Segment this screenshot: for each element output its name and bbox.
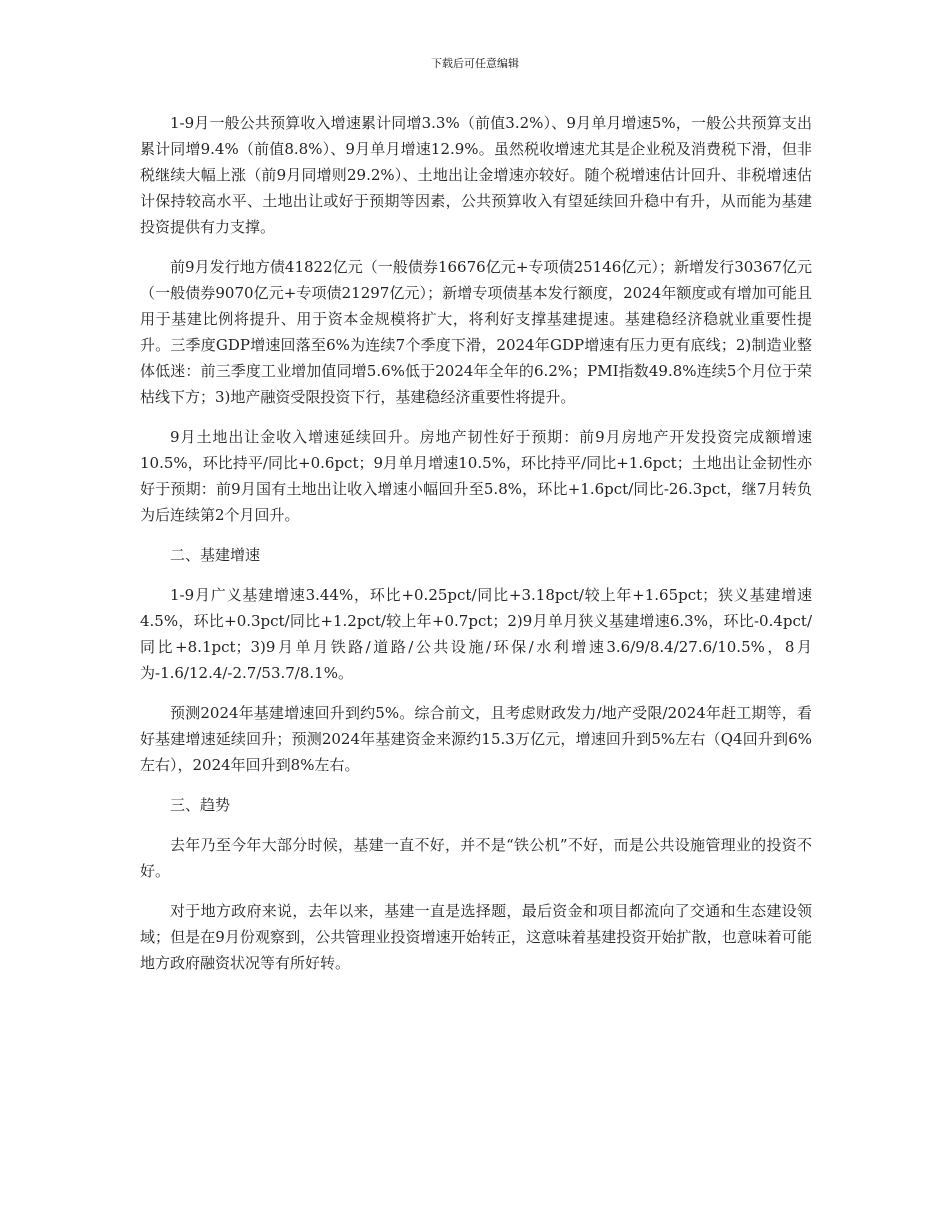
paragraph-fiscal-revenue: 1-9月一般公共预算收入增速累计同增3.3%（前值3.2%）、9月单月增速5%，一般公共预算支出累计同增9.4%（前值8.8%）、9月单月增速12.9%。虽然税收增速尤其是企业税及消费税下滑，但非税继续大幅上涨（前9月同增则29.2%）、土地出让金增速亦较好。随个税增速估计回升、非税增速估计保持较高水平、土地出让或好于预期等因素，公共预算收入有望延续回升稳中有升，从而能为基建投资提供有力支撑。: [140, 114, 812, 236]
paragraph-trend-local-government: 对于地方政府来说，去年以来，基建一直是选择题，最后资金和项目都流向了交通和生态建设领域；但是在9月份观察到，公共管理业投资增速开始转正，这意味着基建投资开始扩散，也意味着可能地方政府融资状况等有所好转。: [140, 902, 812, 972]
paragraph-trend-public-facilities: 去年乃至今年大部分时候，基建一直不好，并不是“铁公机”不好，而是公共设施管理业的投资不好。: [140, 836, 812, 880]
paragraph-land-revenue: 9月土地出让金收入增速延续回升。房地产韧性好于预期：前9月房地产开发投资完成额增速10.5%，环比持平/同比+0.6pct；9月单月增速10.5%，环比持平/同比+1.6pct；土地出让金韧性亦好于预期：前9月国有土地出让收入增速小幅回升至5.8%，环比+1.6pct/同比-26.3pct，继7月转负为后连续第2个月回升。: [140, 428, 812, 524]
document-body: [140, 110, 812, 990]
section-heading-infrastructure-growth: 二、基建增速: [170, 546, 261, 564]
paragraph-forecast: 预测2024年基建增速回升到约5%。综合前文，且考虑财政发力/地产受限/2024年赶工期等，看好基建增速延续回升；预测2024年基建资金来源约15.3万亿元，增速回升到5%左右（Q4回升到6%左右），2024年回升到8%左右。: [140, 704, 812, 774]
section-heading-trend: 三、趋势: [170, 796, 231, 814]
page-header: 下载后可任意编辑: [431, 57, 519, 70]
paragraph-infrastructure-growth: 1-9月广义基建增速3.44%，环比+0.25pct/同比+3.18pct/较上年+1.65pct；狭义基建增速4.5%，环比+0.3pct/同比+1.2pct/较上年+0.7pct；2)9月单月狭义基建增速6.3%，环比-0.4pct/同比+8.1pct；3)9月单月铁路/道路/公共设施/环保/水利增速3.6/9/8.4/27.6/10.5%，8月为-1.6/12.4/-2.7/53.7/8.1%。: [140, 586, 812, 682]
paragraph-local-bonds: 前9月发行地方债41822亿元（一般债券16676亿元+专项债25146亿元）；新增发行30367亿元（一般债券9070亿元+专项债21297亿元）；新增专项债基本发行额度，2024年额度或有增加可能且用于基建比例将提升、用于资本金规模将扩大，将利好支撑基建提速。基建稳经济稳就业重要性提升。三季度GDP增速回落至6%为连续7个季度下滑，2024年GDP增速有压力更有底线；2)制造业整体低迷：前三季度工业增加值同增5.6%低于2024年全年的6.2%；PMI指数49.8%连续5个月位于荣枯线下方；3)地产融资受限投资下行，基建稳经济重要性将提升。: [140, 258, 812, 406]
